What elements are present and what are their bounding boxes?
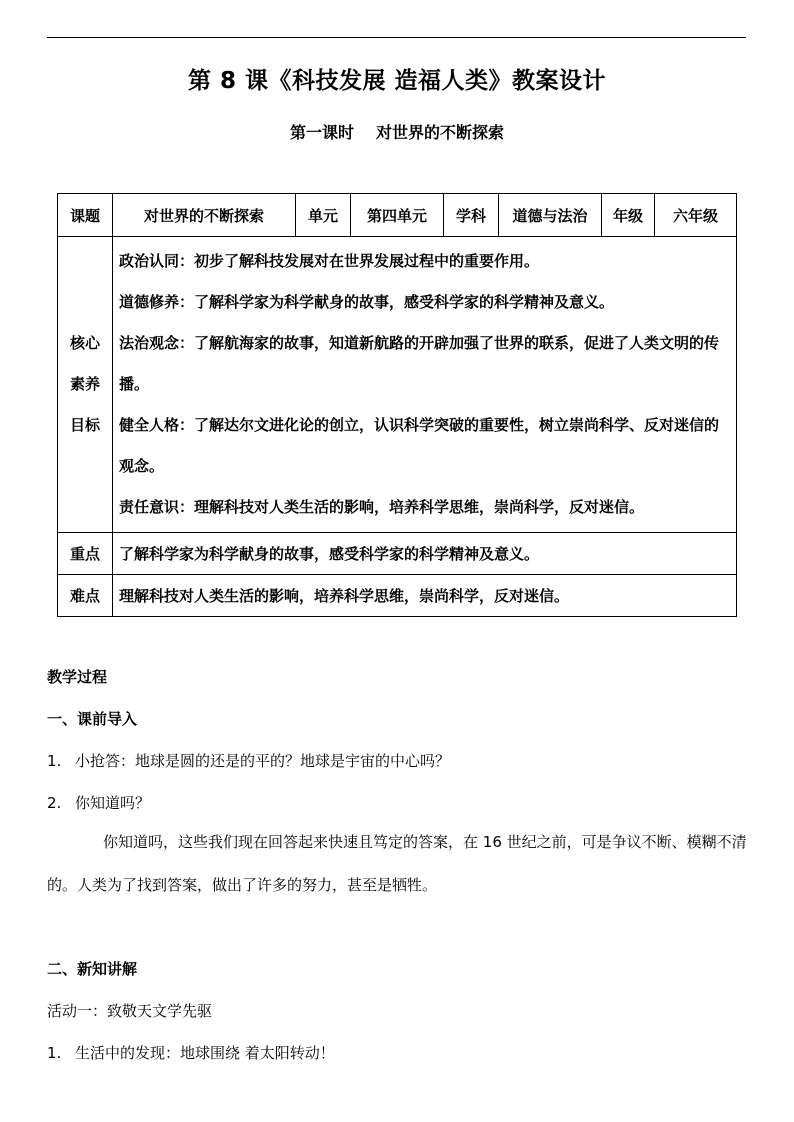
list-item bbox=[47, 1042, 335, 1063]
activity-title: 活动一：致敬天文学先驱 bbox=[47, 1002, 213, 1020]
table-header-row bbox=[58, 194, 737, 237]
section-new-knowledge-heading: 二、新知讲解 bbox=[47, 960, 138, 978]
core-label-line: 目标 bbox=[69, 416, 100, 434]
core-label-line: 素养 bbox=[69, 375, 100, 393]
topic-value: 对世界的不断探索 bbox=[113, 194, 296, 237]
goal-law: 法治观念：了解航海家的故事，知道新航路的开辟加强了世界的联系，促进了人类文明的传播。 bbox=[119, 334, 720, 393]
unit-label: 单元 bbox=[296, 194, 351, 237]
unit-value: 第四单元 bbox=[351, 194, 444, 237]
subtitle-lesson: 第一课时 bbox=[289, 123, 354, 142]
goal-political: 政治认同：初步了解科技发展对在世界发展过程中的重要作用。 bbox=[119, 252, 540, 270]
difficult-point-value: 理解科技对人类生活的影响，培养科学思维，崇尚科学，反对迷信。 bbox=[113, 575, 737, 617]
key-point-row bbox=[58, 533, 737, 575]
grade-label: 年级 bbox=[602, 194, 655, 237]
list-text: 生活中的发现：地球围绕 着太阳转动！ bbox=[75, 1044, 335, 1062]
key-point-value: 了解科学家为科学献身的故事，感受科学家的科学精神及意义。 bbox=[113, 533, 737, 575]
topic-label: 课题 bbox=[58, 194, 113, 237]
difficult-point-row bbox=[58, 575, 737, 617]
core-goals-row bbox=[58, 237, 737, 533]
list-number: 2. bbox=[47, 794, 62, 812]
page-subtitle bbox=[0, 120, 794, 143]
key-point-label: 重点 bbox=[58, 533, 113, 575]
difficult-point-label: 难点 bbox=[58, 575, 113, 617]
subject-label: 学科 bbox=[444, 194, 499, 237]
section-intro-heading: 一、课前导入 bbox=[47, 710, 138, 728]
core-label-line: 核心 bbox=[69, 334, 100, 352]
goal-personality: 健全人格：了解达尔文进化论的创立，认识科学突破的重要性，树立崇尚科学、反对迷信的观念。 bbox=[119, 416, 720, 475]
page-title: 第 8 课《科技发展 造福人类》教案设计 bbox=[187, 68, 607, 94]
list-text: 小抢答：地球是圆的还是的平的？地球是宇宙的中心吗？ bbox=[75, 752, 451, 770]
subtitle-topic: 对世界的不断探索 bbox=[376, 123, 505, 142]
lesson-info-table bbox=[57, 193, 737, 617]
intro-paragraph: 你知道吗，这些我们现在回答起来快速且笃定的答案，在 16 世纪之前，可是争议不断、模糊不清的。人类为了找到答案，做出了许多的努力，甚至是牺牲。 bbox=[47, 833, 747, 894]
list-item bbox=[47, 750, 450, 771]
subject-value: 道德与法治 bbox=[499, 194, 602, 237]
core-goals-content bbox=[113, 237, 737, 533]
core-goals-label bbox=[58, 237, 113, 533]
goal-responsibility: 责任意识：理解科技对人类生活的影响，培养科学思维，崇尚科学，反对迷信。 bbox=[119, 498, 645, 516]
process-heading: 教学过程 bbox=[47, 668, 108, 686]
goal-moral: 道德修养：了解科学家为科学献身的故事，感受科学家的科学精神及意义。 bbox=[119, 293, 615, 311]
list-text: 你知道吗？ bbox=[75, 794, 151, 812]
list-item bbox=[47, 792, 150, 813]
list-number: 1. bbox=[47, 752, 62, 770]
grade-value: 六年级 bbox=[655, 194, 737, 237]
list-number: 1. bbox=[47, 1044, 62, 1062]
header-rule bbox=[47, 37, 746, 38]
